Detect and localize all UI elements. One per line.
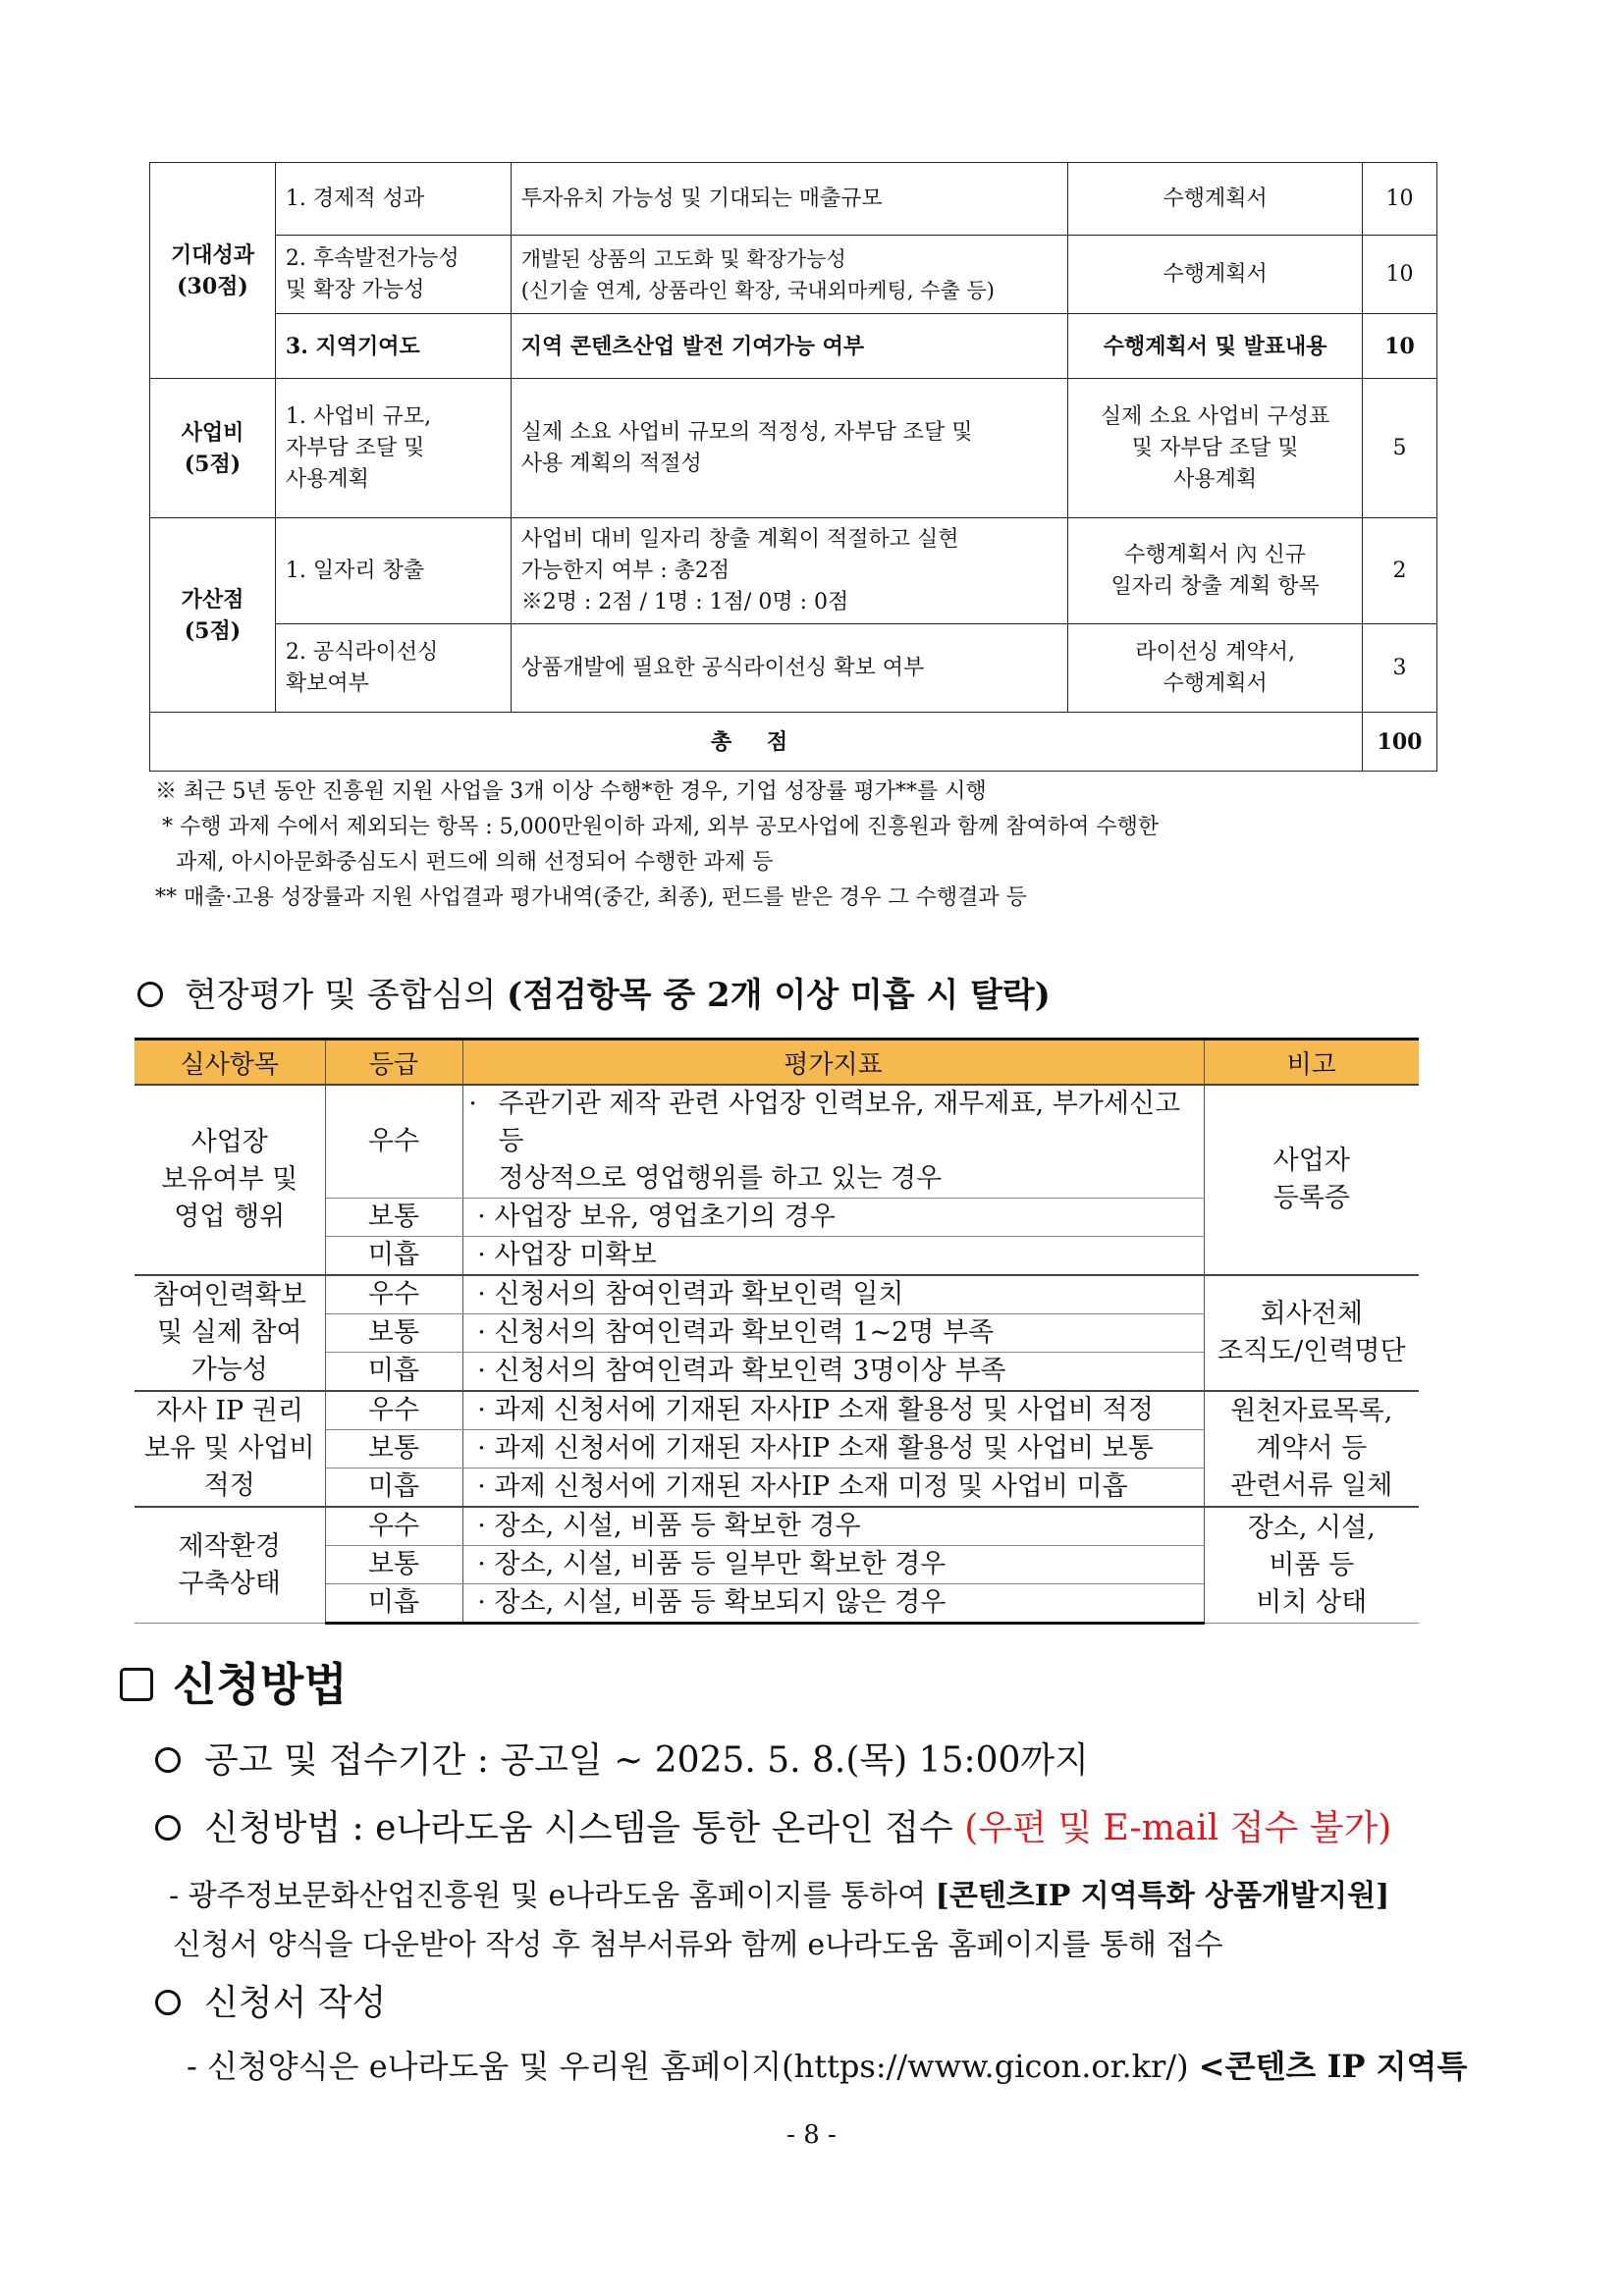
grade-cell: 미흡	[325, 1353, 462, 1392]
score-cell: 5	[1362, 379, 1436, 518]
indicator-cell: · 장소, 시설, 비품 등 일부만 확보한 경우	[462, 1546, 1204, 1584]
doc-cell: 수행계획서	[1068, 236, 1363, 314]
square-bullet-icon	[120, 1668, 153, 1701]
total-label: 총 점	[150, 713, 1363, 772]
note-line: 과제, 아시아문화중심도시 펀드에 의해 선정되어 수행한 과제 등	[155, 850, 774, 875]
indicator-cell: · 과제 신청서에 기재된 자사IP 소재 활용성 및 사업비 적정	[462, 1391, 1204, 1430]
doc-cell: 수행계획서 및 발표내용	[1068, 314, 1363, 379]
desc-cell: 사업비 대비 일자리 창출 계획이 적절하고 실현 가능한지 여부 : 총2점 ※2명 : 2점 / 1명 : 1점/ 0명 : 0점	[511, 518, 1068, 624]
section-heading-field-eval	[137, 968, 1051, 1016]
heading-text: 현장평가 및 종합심의	[185, 976, 508, 1015]
desc-cell: 실제 소요 사업비 규모의 적정성, 자부담 조달 및 사용 계획의 적절성	[511, 379, 1068, 518]
indicator-cell: · 신청서의 참여인력과 확보인력 3명이상 부족	[462, 1353, 1204, 1392]
desc-cell: 지역 콘텐츠산업 발전 기여가능 여부	[511, 314, 1068, 379]
table-row	[135, 1507, 1419, 1546]
circle-bullet-icon	[155, 1815, 181, 1841]
section-title-text: 신청방법	[173, 1658, 348, 1711]
doc-cell: 라이선싱 계약서, 수행계획서	[1068, 624, 1363, 713]
grade-cell: 우수	[325, 1507, 462, 1546]
section-title-application	[120, 1649, 348, 1714]
page-number: - 8 -	[786, 2120, 837, 2150]
method-detail-2: 신청서 양식을 다운받아 작성 후 첨부서류와 함께 e나라도움 홈페이지를 통해 접수	[173, 1928, 1223, 1962]
header-grade: 등급	[325, 1040, 462, 1086]
table-row	[135, 1275, 1419, 1314]
field-evaluation-table	[135, 1038, 1419, 1625]
method-detail-1: - 광주정보문화산업진흥원 및 e나라도움 홈페이지를 통하여 [콘텐츠IP 지역특화 상품개발지원]	[169, 1879, 1390, 1913]
note-cell: 원천자료목록, 계약서 등 관련서류 일체	[1204, 1391, 1419, 1507]
total-row	[150, 713, 1437, 772]
grade-cell: 보통	[325, 1430, 462, 1468]
item-cell: 1. 일자리 창출	[275, 518, 511, 624]
note-cell: 장소, 시설, 비품 등 비치 상태	[1204, 1507, 1419, 1624]
desc-cell: 개발된 상품의 고도화 및 확장가능성 (신기술 연계, 상품라인 확장, 국내외마케팅, 수출 등)	[511, 236, 1068, 314]
circle-bullet-icon	[155, 1990, 181, 2015]
category-cell: 가산점 (5점)	[150, 518, 276, 713]
header-indicator: 평가지표	[462, 1040, 1204, 1086]
indicator-cell: · 신청서의 참여인력과 확보인력 일치	[462, 1275, 1204, 1314]
note-line: * 수행 과제 수에서 제외되는 항목 : 5,000만원이하 과제, 외부 공모사업에 진흥원과 함께 참여하여 수행한	[155, 815, 1160, 839]
circle-bullet-icon	[155, 1747, 181, 1773]
desc-cell: 투자유치 가능성 및 기대되는 매출규모	[511, 163, 1068, 236]
note-cell: 사업자 등록증	[1204, 1085, 1419, 1275]
score-cell: 2	[1362, 518, 1436, 624]
item-cell: 2. 공식라이선싱 확보여부	[275, 624, 511, 713]
heading-bold-text: (점검항목 중 2개 이상 미흡 시 탈락)	[507, 976, 1051, 1015]
item-cell: 1. 경제적 성과	[275, 163, 511, 236]
table-row	[135, 1085, 1419, 1199]
header-item: 실사항목	[135, 1040, 325, 1086]
indicator-cell: · 신청서의 참여인력과 확보인력 1~2명 부족	[462, 1314, 1204, 1353]
note-cell: 회사전체 조직도/인력명단	[1204, 1275, 1419, 1391]
score-cell: 3	[1362, 624, 1436, 713]
check-item-cell: 사업장 보유여부 및 영업 행위	[135, 1085, 325, 1275]
doc-cell: 수행계획서 內 신규 일자리 창출 계획 항목	[1068, 518, 1363, 624]
indicator-cell: · 과제 신청서에 기재된 자사IP 소재 미정 및 사업비 미흡	[462, 1468, 1204, 1508]
indicator-cell: · 사업장 보유, 영업초기의 경우	[462, 1199, 1204, 1237]
note-line: ※ 최근 5년 동안 진흥원 지원 사업을 3개 이상 수행*한 경우, 기업 성장률 평가**를 시행	[155, 779, 987, 804]
desc-cell: 상품개발에 필요한 공식라이선싱 확보 여부	[511, 624, 1068, 713]
indicator-cell: · 사업장 미확보	[462, 1237, 1204, 1276]
table-row	[150, 518, 1437, 624]
doc-cell: 수행계획서	[1068, 163, 1363, 236]
method-warning: (우편 및 E-mail 접수 불가)	[964, 1808, 1392, 1848]
header-note: 비고	[1204, 1040, 1419, 1086]
form-detail: - 신청양식은 e나라도움 및 우리원 홈페이지(https://www.gicon.or.kr/) <콘텐츠 IP 지역특	[187, 2048, 1468, 2085]
check-item-cell: 제작환경 구축상태	[135, 1507, 325, 1624]
table-row	[150, 163, 1437, 236]
evaluation-criteria-table	[149, 162, 1437, 772]
form-detail-bold: <콘텐츠 IP 지역특	[1198, 2048, 1468, 2085]
table-row	[150, 314, 1437, 379]
check-item-cell: 참여인력확보 및 실제 참여 가능성	[135, 1275, 325, 1391]
indicator-cell: · 장소, 시설, 비품 등 확보한 경우	[462, 1507, 1204, 1546]
form-writing-heading: 신청서 작성	[155, 1975, 386, 2025]
doc-cell: 실제 소요 사업비 구성표 및 자부담 조달 및 사용계획	[1068, 379, 1363, 518]
table-row	[150, 236, 1437, 314]
score-cell: 10	[1362, 314, 1436, 379]
item-cell: 3. 지역기여도	[275, 314, 511, 379]
table-row	[150, 624, 1437, 713]
grade-cell: 우수	[325, 1085, 462, 1199]
application-method: 신청방법 : e나라도움 시스템을 통한 온라인 접수 (우편 및 E-mail 접수 불가)	[155, 1800, 1391, 1850]
grade-cell: 미흡	[325, 1584, 462, 1624]
category-cell: 기대성과 (30점)	[150, 163, 276, 379]
item-cell: 2. 후속발전가능성 및 확장 가능성	[275, 236, 511, 314]
application-period: 공고 및 접수기간 : 공고일 ~ 2025. 5. 8.(목) 15:00까지	[155, 1733, 1089, 1783]
total-score: 100	[1362, 713, 1436, 772]
grade-cell: 우수	[325, 1391, 462, 1430]
grade-cell: 보통	[325, 1199, 462, 1237]
table-header-row	[135, 1040, 1419, 1086]
circle-bullet-icon	[137, 982, 163, 1007]
indicator-cell: · 과제 신청서에 기재된 자사IP 소재 활용성 및 사업비 보통	[462, 1430, 1204, 1468]
note-line: ** 매출·고용 성장률과 지원 사업결과 평가내역(중간, 최종), 펀드를 받은 경우 그 수행결과 등	[155, 885, 1027, 910]
category-cell: 사업비 (5점)	[150, 379, 276, 518]
score-cell: 10	[1362, 163, 1436, 236]
grade-cell: 미흡	[325, 1468, 462, 1508]
table-row	[150, 379, 1437, 518]
table-row	[135, 1391, 1419, 1430]
indicator-cell: · 장소, 시설, 비품 등 확보되지 않은 경우	[462, 1584, 1204, 1624]
grade-cell: 보통	[325, 1314, 462, 1353]
item-cell: 1. 사업비 규모, 자부담 조달 및 사용계획	[275, 379, 511, 518]
program-name: [콘텐츠IP 지역특화 상품개발지원]	[935, 1879, 1390, 1913]
grade-cell: 우수	[325, 1275, 462, 1314]
score-cell: 10	[1362, 236, 1436, 314]
grade-cell: 보통	[325, 1546, 462, 1584]
indicator-cell: · 주관기관 제작 관련 사업장 인력보유, 재무제표, 부가세신고 등 정상적으로 영업행위를 하고 있는 경우	[462, 1085, 1204, 1199]
check-item-cell: 자사 IP 권리 보유 및 사업비 적정	[135, 1391, 325, 1507]
grade-cell: 미흡	[325, 1237, 462, 1276]
